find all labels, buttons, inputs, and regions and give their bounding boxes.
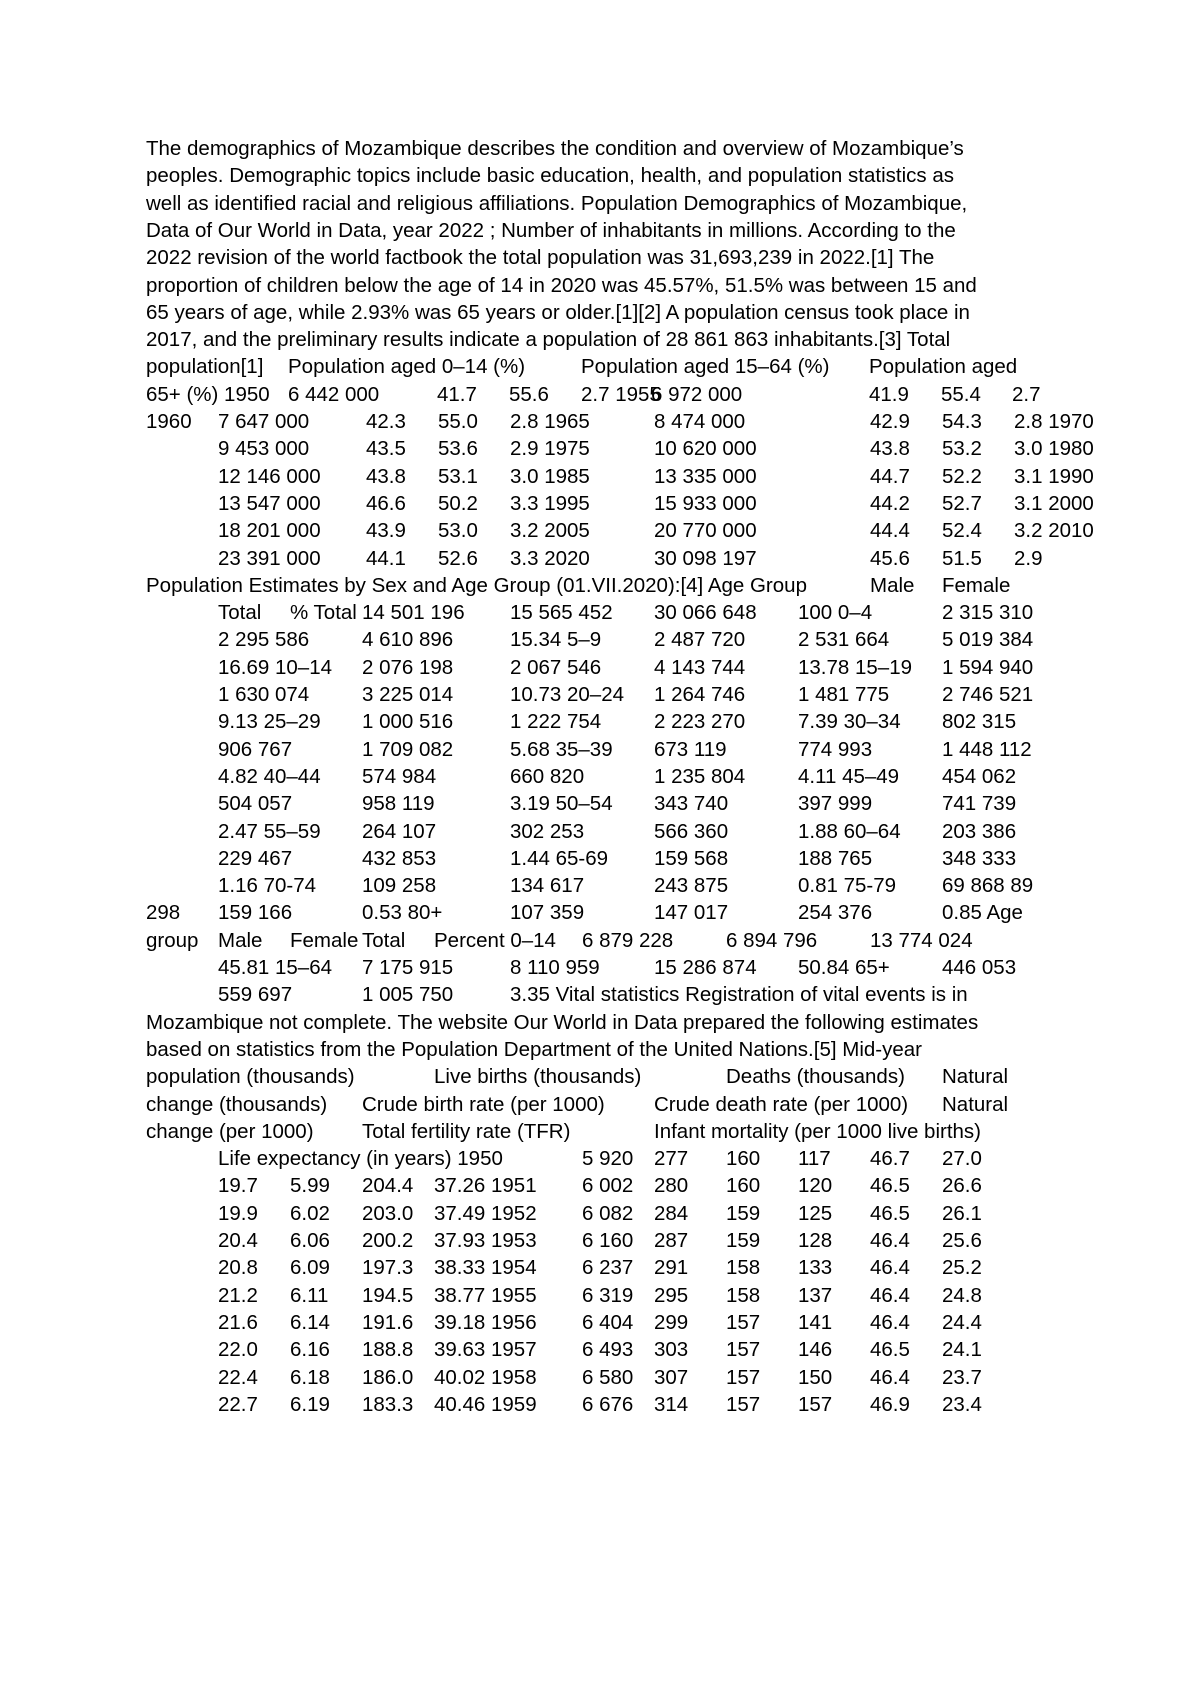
text-cell: 14 501 196 (362, 601, 465, 625)
text-cell: 2 531 664 (798, 628, 890, 652)
text-cell: 3 225 014 (362, 683, 454, 706)
text-cell: 284 (654, 1201, 689, 1225)
text-cell: 50.84 65+ (798, 956, 890, 979)
text-cell: 1 481 775 (798, 683, 890, 706)
text-cell: Mozambique not complete. The website Our World in Data prepared the following estimates (146, 1010, 979, 1034)
text-cell: 673 119 (654, 737, 727, 761)
text-cell: 37.93 1953 (434, 1229, 537, 1252)
text-cell: 291 (654, 1256, 689, 1280)
text-cell: 22.7 (218, 1392, 258, 1416)
text-cell: 160 (726, 1174, 761, 1198)
text-cell: 26.6 (942, 1174, 982, 1198)
text-cell: 107 359 (510, 901, 585, 925)
text-cell: 40.02 1958 (434, 1365, 537, 1389)
text-cell: 303 (654, 1338, 689, 1362)
text-cell: 46.4 (870, 1365, 910, 1389)
text-cell: 13 547 000 (218, 491, 321, 515)
text-cell: 13 335 000 (654, 464, 757, 488)
text-cell: Female (942, 573, 1011, 597)
text-cell: 43.9 (366, 519, 406, 543)
text-cell: 125 (798, 1201, 833, 1225)
text-cell: 55.4 (941, 382, 981, 406)
text-cell: based on statistics from the Population Department of the United Nations.[5] Mid-year (146, 1037, 922, 1061)
text-cell: % Total (290, 601, 357, 625)
text-cell: 280 (654, 1174, 689, 1198)
text-cell: 2 295 586 (218, 628, 310, 652)
text-cell: 54.3 (942, 410, 982, 433)
text-cell: 133 (798, 1256, 833, 1280)
text-cell: change (thousands) (146, 1092, 328, 1116)
text-cell: 741 739 (942, 792, 1017, 816)
text-cell: 566 360 (654, 819, 729, 843)
text-cell: Infant mortality (per 1000 live births) (654, 1119, 981, 1143)
text-cell: 188 765 (798, 846, 873, 870)
text-cell: 23 391 000 (218, 546, 321, 570)
text-cell: 50.2 (438, 491, 478, 515)
text-cell: 38.77 1955 (434, 1283, 537, 1307)
text-cell: The demographics of Mozambique describes the condition and overview of Mozambique’s (146, 137, 964, 160)
text-cell: 0.53 80+ (362, 901, 443, 925)
text-cell: 302 253 (510, 819, 585, 843)
text-cell: 141 (798, 1310, 833, 1334)
text-cell: Population aged 0–14 (%) (288, 355, 526, 379)
text-cell: 6 442 000 (288, 382, 380, 406)
text-cell: 45.81 15–64 (218, 956, 333, 979)
text-cell: Live births (thousands) (434, 1065, 642, 1089)
text-cell: 3.0 1985 (510, 464, 590, 488)
text-cell: Deaths (thousands) (726, 1065, 905, 1089)
text-cell: 264 107 (362, 819, 437, 843)
text-cell: Natural (942, 1065, 1009, 1089)
text-cell: 22.0 (218, 1338, 258, 1362)
text-cell: 1 000 516 (362, 710, 454, 734)
text-cell: 46.4 (870, 1256, 910, 1280)
text-cell: 6 972 000 (651, 382, 743, 406)
text-cell: 46.5 (870, 1338, 910, 1362)
text-cell: 46.9 (870, 1392, 910, 1416)
text-cell: 6 237 (582, 1256, 634, 1280)
text-cell: 46.5 (870, 1201, 910, 1225)
text-cell: 24.1 (942, 1338, 982, 1362)
text-cell: 44.4 (870, 519, 910, 543)
text-cell: 5 019 384 (942, 628, 1034, 652)
text-cell: 30 066 648 (654, 601, 757, 625)
text-cell: 46.6 (366, 491, 406, 515)
text-cell: 19.9 (218, 1201, 258, 1225)
text-cell: 6 894 796 (726, 928, 818, 952)
text-cell: group (146, 928, 199, 952)
text-cell: 13 774 024 (870, 928, 973, 952)
text-cell: 24.4 (942, 1310, 982, 1334)
text-cell: 42.9 (870, 410, 910, 433)
text-cell: 299 (654, 1310, 689, 1334)
text-cell: 160 (726, 1147, 761, 1171)
text-cell: Crude death rate (per 1000) (654, 1092, 909, 1116)
text-cell: 44.1 (366, 546, 406, 570)
text-cell: 41.9 (869, 382, 909, 406)
text-cell: 1 264 746 (654, 683, 746, 706)
text-cell: 1 005 750 (362, 983, 454, 1007)
text-cell: 5 920 (582, 1147, 634, 1171)
text-cell: 157 (726, 1392, 761, 1416)
text-cell: 1 235 804 (654, 764, 746, 788)
text-cell: 3.3 1995 (510, 491, 590, 515)
text-cell: 314 (654, 1392, 689, 1416)
text-cell: 6.16 (290, 1338, 330, 1362)
text-cell: 65 years of age, while 2.93% was 65 years or older.[1][2] A population census took place in (146, 300, 970, 324)
text-cell: 397 999 (798, 792, 873, 816)
text-cell: 6.11 (290, 1283, 329, 1307)
text-cell: 6.14 (290, 1310, 330, 1334)
text-cell: 10 620 000 (654, 437, 757, 461)
text-cell: 2 315 310 (942, 601, 1034, 625)
text-cell: 1 594 940 (942, 655, 1034, 679)
text-cell: 229 467 (218, 846, 293, 870)
text-cell: 6.18 (290, 1365, 330, 1389)
text-cell: 183.3 (362, 1392, 414, 1416)
text-cell: 46.4 (870, 1229, 910, 1252)
text-cell: 20 770 000 (654, 519, 757, 543)
text-cell: 53.1 (438, 464, 478, 488)
text-cell: 1.44 65-69 (510, 846, 609, 870)
text-cell: peoples. Demographic topics include basic education, health, and population statistics as (146, 164, 954, 188)
text-cell: 203.0 (362, 1201, 414, 1225)
text-cell: 39.18 1956 (434, 1310, 537, 1334)
text-cell: population[1] (146, 355, 264, 379)
text-cell: 6 676 (582, 1392, 634, 1416)
text-cell: 23.7 (942, 1365, 982, 1389)
text-cell: 6 580 (582, 1365, 634, 1389)
text-cell: 6.19 (290, 1392, 330, 1416)
text-cell: 7.39 30–34 (798, 710, 901, 734)
text-cell: 446 053 (942, 956, 1017, 979)
text-cell: 15 565 452 (510, 601, 613, 625)
text-cell: 6 082 (582, 1201, 634, 1225)
text-cell: 46.5 (870, 1174, 910, 1198)
text-cell: 43.8 (366, 464, 406, 488)
text-cell: 0.81 75-79 (798, 874, 897, 898)
text-cell: 3.3 2020 (510, 546, 590, 570)
text-cell: 4.11 45–49 (798, 764, 900, 788)
text-cell: 53.0 (438, 519, 478, 543)
text-cell: 44.2 (870, 491, 910, 515)
text-cell: 254 376 (798, 901, 873, 925)
text-cell: 157 (726, 1310, 761, 1334)
text-cell: 1.16 70-74 (218, 874, 317, 898)
text-cell: 25.6 (942, 1229, 982, 1252)
text-cell: 19.7 (218, 1174, 258, 1198)
text-cell: 6 493 (582, 1338, 634, 1362)
text-cell: 37.49 1952 (434, 1201, 537, 1225)
text-cell: Female (290, 928, 359, 952)
text-cell: 42.3 (366, 410, 406, 433)
text-cell: 197.3 (362, 1256, 414, 1280)
text-cell: Male (218, 928, 263, 952)
text-cell: 2017, and the preliminary results indicate a population of 28 861 863 inhabitants.[3] Total (146, 328, 951, 352)
text-cell: 39.63 1957 (434, 1338, 537, 1362)
text-cell: 55.6 (509, 382, 549, 406)
text-cell: 157 (726, 1338, 761, 1362)
text-cell: 12 146 000 (218, 464, 321, 488)
text-cell: 6 404 (582, 1310, 634, 1334)
text-cell: Crude birth rate (per 1000) (362, 1092, 605, 1116)
text-cell: 2.47 55–59 (218, 819, 321, 843)
text-cell: 100 0–4 (798, 601, 873, 625)
text-cell: 454 062 (942, 764, 1017, 788)
text-cell: 24.8 (942, 1283, 982, 1307)
text-cell: 16.69 10–14 (218, 655, 333, 679)
text-cell: 802 315 (942, 710, 1017, 734)
text-cell: Total fertility rate (TFR) (362, 1119, 571, 1143)
text-cell: 4 143 744 (654, 655, 746, 679)
text-cell: 0.85 Age (942, 901, 1023, 925)
text-cell: Population aged 15–64 (%) (581, 355, 830, 379)
text-cell: 3.35 Vital statistics Registration of vital events is in (510, 983, 968, 1007)
text-cell: 3.2 2005 (510, 519, 590, 543)
text-cell: 69 868 89 (942, 874, 1034, 898)
text-cell: 158 (726, 1283, 761, 1307)
text-cell: 8 110 959 (510, 956, 600, 979)
text-cell: 287 (654, 1229, 689, 1252)
text-cell: 134 617 (510, 874, 585, 898)
text-cell: 1.88 60–64 (798, 819, 901, 843)
text-cell: 159 (726, 1229, 761, 1252)
text-cell: 150 (798, 1365, 833, 1389)
text-cell: 43.5 (366, 437, 406, 461)
text-cell: Data of Our World in Data, year 2022 ; Number of inhabitants in millions. According to the (146, 218, 956, 242)
text-cell: 298 (146, 901, 181, 925)
text-cell: 52.2 (942, 464, 982, 488)
text-cell: 18 201 000 (218, 519, 321, 543)
text-cell: Total (218, 601, 262, 625)
text-cell: 117 (798, 1147, 831, 1171)
text-cell: Percent 0–14 (434, 928, 556, 952)
text-cell: Population Estimates by Sex and Age Group (01.VII.2020):[4] Age Group (146, 573, 807, 597)
text-cell: 137 (798, 1283, 833, 1307)
text-cell: 574 984 (362, 764, 437, 788)
text-cell: 5.99 (290, 1174, 330, 1198)
text-cell: 3.2 2010 (1014, 519, 1094, 543)
text-cell: 7 647 000 (218, 410, 310, 433)
text-cell: 41.7 (437, 382, 477, 406)
text-cell: 1 222 754 (510, 710, 602, 734)
text-cell: 120 (798, 1174, 833, 1198)
text-cell: 158 (726, 1256, 761, 1280)
text-cell: 128 (798, 1229, 833, 1252)
text-cell: 2 223 270 (654, 710, 746, 734)
text-cell: 146 (798, 1338, 833, 1362)
text-cell: 7 175 915 (362, 956, 454, 979)
text-cell: 432 853 (362, 846, 437, 870)
text-cell: Life expectancy (in years) 1950 (218, 1147, 503, 1171)
text-cell: 22.4 (218, 1365, 258, 1389)
text-cell: 660 820 (510, 764, 585, 788)
text-cell: 191.6 (362, 1310, 414, 1334)
text-cell: 55.0 (438, 410, 478, 433)
text-cell: 3.1 1990 (1014, 464, 1094, 488)
text-cell: 109 258 (362, 874, 437, 898)
text-cell: 53.2 (942, 437, 982, 461)
text-cell: 159 (726, 1201, 761, 1225)
text-cell: 343 740 (654, 792, 729, 816)
text-cell: 6.09 (290, 1256, 330, 1280)
text-cell: 159 568 (654, 846, 729, 870)
text-cell: 157 (726, 1365, 761, 1389)
text-cell: 2.7 (1012, 382, 1041, 406)
text-cell: 15.34 5–9 (510, 628, 602, 652)
text-cell: 21.6 (218, 1310, 258, 1334)
text-cell: 1 448 112 (942, 737, 1032, 761)
text-cell: 2 067 546 (510, 655, 602, 679)
text-cell: 52.4 (942, 519, 982, 543)
text-cell: 13.78 15–19 (798, 655, 913, 679)
text-cell: 958 119 (362, 792, 435, 816)
text-cell: 6 002 (582, 1174, 634, 1198)
text-cell: 20.8 (218, 1256, 258, 1280)
text-cell: 23.4 (942, 1392, 982, 1416)
text-cell: 15 286 874 (654, 956, 757, 979)
text-cell: 194.5 (362, 1283, 414, 1307)
text-cell: 51.5 (942, 546, 982, 570)
text-cell: 2 487 720 (654, 628, 746, 652)
text-cell: change (per 1000) (146, 1119, 314, 1143)
text-cell: 2.9 (1014, 546, 1043, 570)
text-cell: 38.33 1954 (434, 1256, 537, 1280)
text-cell: 44.7 (870, 464, 910, 488)
text-cell: 6 319 (582, 1283, 634, 1307)
text-cell: 65+ (%) 1950 (146, 382, 270, 406)
text-cell: 186.0 (362, 1365, 414, 1389)
text-cell: 46.7 (870, 1147, 910, 1171)
text-cell: 204.4 (362, 1174, 414, 1198)
text-cell: 46.4 (870, 1283, 910, 1307)
text-cell: Population aged (869, 355, 1018, 379)
text-cell: 8 474 000 (654, 410, 746, 433)
text-cell: 348 333 (942, 846, 1017, 870)
text-cell: 46.4 (870, 1310, 910, 1334)
text-cell: 2.9 1975 (510, 437, 590, 461)
text-cell: 30 098 197 (654, 546, 757, 570)
text-cell: 2.8 1970 (1014, 410, 1094, 433)
text-cell: 1960 (146, 410, 192, 433)
text-cell: 157 (798, 1392, 833, 1416)
text-cell: 20.4 (218, 1229, 258, 1252)
text-cell: Natural (942, 1092, 1009, 1116)
text-cell: 243 875 (654, 874, 729, 898)
text-cell: 147 017 (654, 901, 729, 925)
text-cell: 27.0 (942, 1147, 982, 1171)
text-cell: 9.13 25–29 (218, 710, 321, 734)
text-cell: 3.0 1980 (1014, 437, 1094, 461)
text-cell: 295 (654, 1283, 689, 1307)
text-cell: Total (362, 928, 406, 952)
text-cell: 6 879 228 (582, 928, 674, 952)
text-cell: 559 697 (218, 983, 293, 1007)
text-cell: 277 (654, 1147, 689, 1171)
text-cell: 4 610 896 (362, 628, 454, 652)
text-cell: 2 746 521 (942, 683, 1034, 706)
text-cell: 37.26 1951 (434, 1174, 537, 1198)
text-cell: 1 630 074 (218, 683, 310, 706)
text-cell: 4.82 40–44 (218, 764, 321, 788)
text-cell: 2 076 198 (362, 655, 454, 679)
text-cell: 6.02 (290, 1201, 330, 1225)
text-cell: 203 386 (942, 819, 1017, 843)
text-cell: proportion of children below the age of 14 in 2020 was 45.57%, 51.5% was between 15 and (146, 273, 977, 297)
text-cell: 10.73 20–24 (510, 683, 625, 706)
text-cell: 188.8 (362, 1338, 414, 1362)
text-cell: 6.06 (290, 1229, 330, 1252)
text-cell: 26.1 (942, 1201, 982, 1225)
text-cell: 43.8 (870, 437, 910, 461)
text-cell: 159 166 (218, 901, 293, 925)
text-cell: 307 (654, 1365, 689, 1389)
text-cell: 1 709 082 (362, 737, 454, 761)
text-cell: 53.6 (438, 437, 478, 461)
text-cell: 200.2 (362, 1229, 414, 1252)
text-cell: 2022 revision of the world factbook the total population was 31,693,239 in 2022.[1] The (146, 246, 935, 270)
text-cell: Male (870, 573, 915, 597)
text-cell: 6 160 (582, 1229, 634, 1252)
text-cell: 5.68 35–39 (510, 737, 613, 761)
text-cell: 2.7 1955 (581, 382, 661, 406)
text-cell: 3.1 2000 (1014, 491, 1094, 515)
text-cell: 21.2 (218, 1283, 258, 1307)
text-cell: 40.46 1959 (434, 1392, 537, 1416)
text-cell: 3.19 50–54 (510, 792, 613, 816)
text-cell: population (thousands) (146, 1065, 355, 1089)
text-cell: 2.8 1965 (510, 410, 590, 433)
text-cell: well as identified racial and religious affiliations. Population Demographics of Mozambique, (146, 191, 968, 215)
text-cell: 52.7 (942, 491, 982, 515)
text-cell: 774 993 (798, 737, 873, 761)
text-cell: 504 057 (218, 792, 293, 816)
text-cell: 52.6 (438, 546, 478, 570)
text-cell: 45.6 (870, 546, 910, 570)
text-cell: 906 767 (218, 737, 293, 761)
text-cell: 25.2 (942, 1256, 982, 1280)
text-cell: 9 453 000 (218, 437, 310, 461)
text-cell: 15 933 000 (654, 491, 757, 515)
